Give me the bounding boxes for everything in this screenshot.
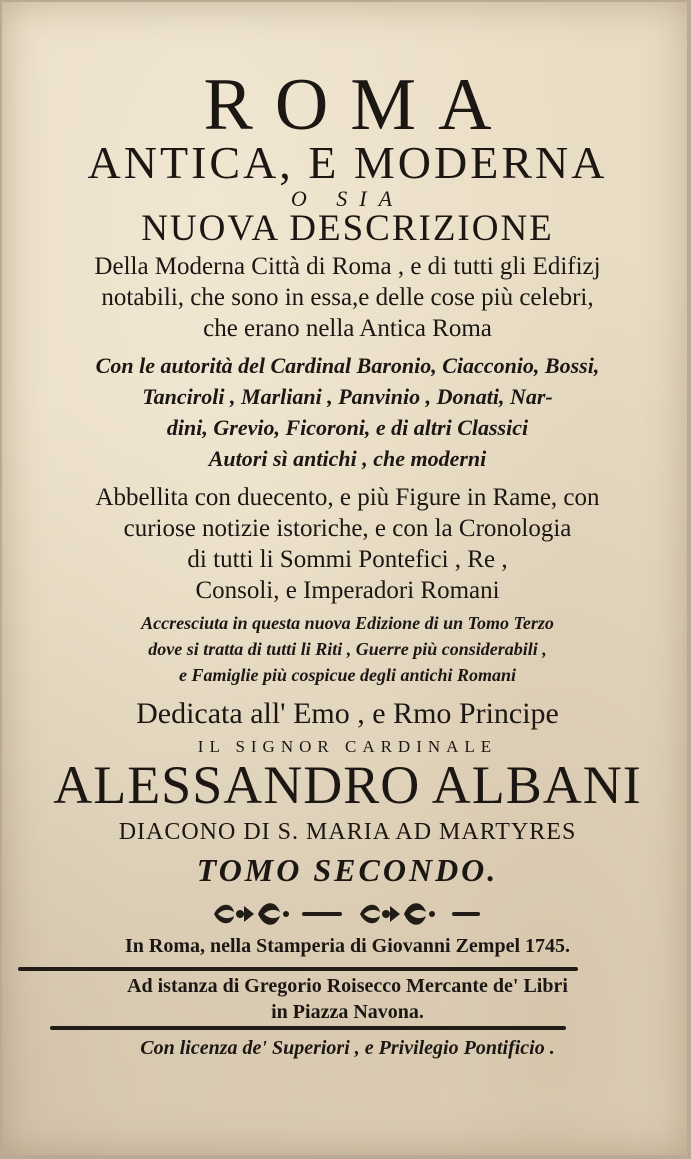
authorities-line: dini, Grevio, Ficoroni, e di altri Classici: [166, 415, 529, 440]
authorities-line: Autori sì antichi , che moderni: [208, 446, 487, 471]
top-rule: [18, 967, 578, 971]
embellished-line: di tutti li Sommi Pontefici , Re ,: [187, 546, 508, 573]
added-edition-line: e Famiglie più cospicue degli antichi Romani: [178, 665, 516, 685]
description-line: notabili, che sono in essa,e delle cose più celebri,: [101, 284, 594, 311]
description-line: Della Moderna Città di Roma , e di tutti gli Edifizj: [94, 253, 601, 280]
publisher-line: Ad istanza di Gregorio Roisecco Mercante de' Libri: [127, 975, 568, 997]
location-line: in Piazza Navona.: [271, 1001, 424, 1023]
o-sia-line: O SIA: [290, 186, 405, 211]
bottom-rule: [50, 1026, 566, 1030]
license-line: Con licenza de' Superiori , e Privilegio Pontificio .: [140, 1037, 555, 1059]
cardinal-name: ALESSANDRO ALBANI: [53, 755, 642, 815]
book-subtitle: ANTICA, E MODERNA: [87, 137, 608, 188]
diacono-line: DIACONO DI S. MARIA AD MARTYRES: [118, 819, 577, 845]
book-title: ROMA: [203, 64, 514, 146]
authorities-line: Con le autorità del Cardinal Baronio, Ciacconio, Bossi,: [95, 353, 600, 378]
description-line: che erano nella Antica Roma: [203, 315, 492, 342]
embellished-line: Consoli, e Imperadori Romani: [195, 577, 500, 604]
printer-line: In Roma, nella Stamperia di Giovanni Zempel 1745.: [124, 935, 571, 957]
dedication-line: Dedicata all' Emo , e Rmo Principe: [136, 697, 559, 730]
authorities-line: Tanciroli , Marliani , Panvinio , Donati, Nar-: [142, 384, 553, 409]
embellished-line: Abbellita con duecento, e più Figure in Rame, con: [95, 484, 600, 511]
title-page: [2, 2, 687, 1155]
nuova-descrizione-heading: NUOVA DESCRIZIONE: [141, 208, 554, 249]
added-edition-line: Accresciuta in questa nuova Edizione di un Tomo Terzo: [141, 613, 554, 633]
fleuron-ornament: [202, 894, 492, 934]
volume-label: TOMO SECONDO.: [196, 852, 499, 888]
embellished-line: curiose notizie istoriche, e con la Cronologia: [123, 515, 572, 542]
il-signor-cardinale: IL SIGNOR CARDINALE: [197, 737, 498, 756]
added-edition-line: dove si tratta di tutti li Riti , Guerre più considerabili ,: [148, 639, 547, 659]
